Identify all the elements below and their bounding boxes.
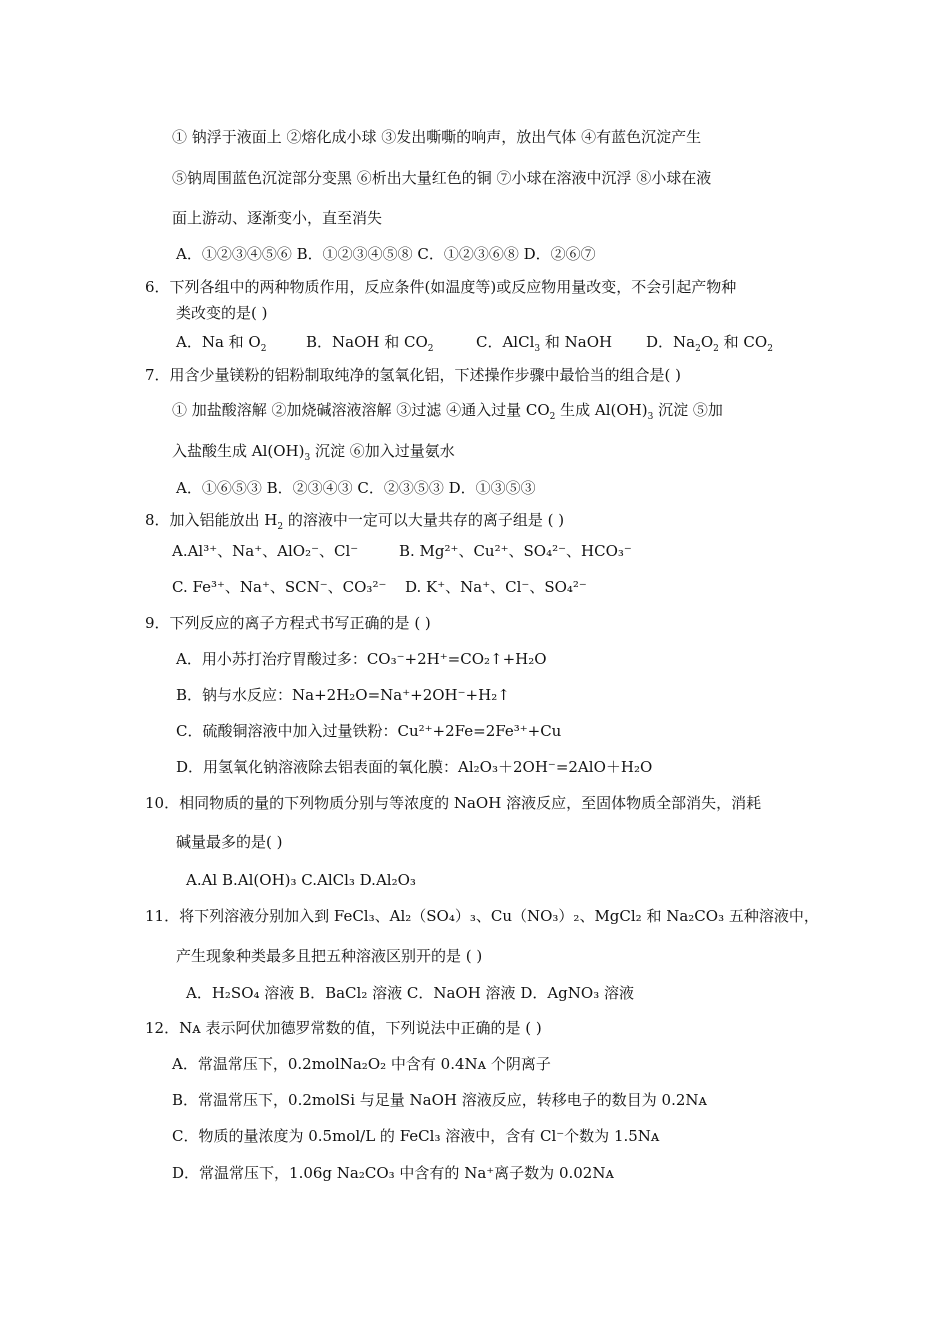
q11-stem-line-2: 产生现象种类最多且把五种溶液区别开的是 ( ) <box>176 947 483 965</box>
q7-steps-line-2: 入盐酸生成 $Al(OH)_3$ 沉淀 ⑥加入过量氨水 <box>172 442 455 463</box>
q6-option-d: D．$Na_2O_2$ 和 $CO_2$ <box>646 333 773 354</box>
q6-option-c: C．AlCl$_3$ 和 NaOH <box>476 333 613 354</box>
q8-stem: 8．加入铝能放出 $H_2$ 的溶液中一定可以大量共存的离子组是 ( ) <box>145 511 565 532</box>
q6-stem-line-1: 6．下列各组中的两种物质作用，反应条件(如温度等)或反应物用量改变，不会引起产物种 <box>145 278 737 296</box>
q9-option-d: D．用氢氧化钠溶液除去铝表面的氧化膜：Al₂O₃＋2OH⁻=2AlO＋H₂O <box>176 758 653 776</box>
q5-observation-line-2: ⑤钠周围蓝色沉淀部分变黑 ⑥析出大量红色的铜 ⑦小球在溶液中沉浮 ⑧小球在液 <box>172 169 712 187</box>
q7-stem: 7．用含少量镁粉的铝粉制取纯净的氢氧化铝，下述操作步骤中最恰当的组合是( ) <box>145 366 682 384</box>
q12-option-c: C．物质的量浓度为 0.5mol/L 的 FeCl₃ 溶液中，含有 Cl⁻个数为 1.5Nᴀ <box>172 1127 660 1145</box>
q10-stem-line-1: 10．相同物质的量的下列物质分别与等浓度的 NaOH 溶液反应，至固体物质全部消失，消耗 <box>145 794 762 812</box>
q12-option-b: B．常温常压下，0.2molSi 与足量 NaOH 溶液反应，转移电子的数目为 0.2Nᴀ <box>172 1091 707 1109</box>
q5-observation-line-1: ① 钠浮于液面上 ②熔化成小球 ③发出嘶嘶的响声，放出气体 ④有蓝色沉淀产生 <box>172 128 702 146</box>
q10-options: A.Al B.Al(OH)₃ C.AlCl₃ D.Al₂O₃ <box>186 871 416 889</box>
q8-option-b: B. Mg²⁺、Cu²⁺、SO₄²⁻、HCO₃⁻ <box>399 542 632 560</box>
q5-options: A．①②③④⑤⑥ B．①②③④⑤⑧ C．①②③⑥⑧ D．②⑥⑦ <box>176 245 596 263</box>
q9-option-a: A．用小苏打治疗胃酸过多：CO₃⁻+2H⁺=CO₂↑+H₂O <box>176 650 547 668</box>
q9-option-b: B．钠与水反应：Na+2H₂O=Na⁺+2OH⁻+H₂↑ <box>176 686 510 704</box>
q8-option-d: D. K⁺、Na⁺、Cl⁻、SO₄²⁻ <box>405 578 587 596</box>
q6-stem-line-2: 类改变的是( ) <box>176 304 268 322</box>
q6-option-a: A．Na 和 $O_2$ <box>176 333 267 354</box>
q5-observation-line-3: 面上游动、逐渐变小，直至消失 <box>172 209 383 227</box>
q11-stem-line-1: 11．将下列溶液分别加入到 FeCl₃、Al₂（SO₄）₃、Cu（NO₃）₂、MgCl₂ 和 Na₂CO₃ 五种溶液中， <box>145 907 819 925</box>
q7-steps-line-1: ① 加盐酸溶解 ②加烧碱溶液溶解 ③过滤 ④通入过量 $CO_2$ 生成 $Al(OH)_3$ 沉淀 ⑤加 <box>172 401 723 422</box>
q9-option-c: C．硫酸铜溶液中加入过量铁粉：Cu²⁺+2Fe=2Fe³⁺+Cu <box>176 722 562 740</box>
q12-stem: 12．Nᴀ 表示阿伏加德罗常数的值，下列说法中正确的是 ( ) <box>145 1019 542 1037</box>
q11-options: A．H₂SO₄ 溶液 B．BaCl₂ 溶液 C．NaOH 溶液 D．AgNO₃ 溶液 <box>186 984 634 1002</box>
q10-stem-line-2: 碱量最多的是( ) <box>176 833 283 851</box>
q12-option-a: A．常温常压下，0.2molNa₂O₂ 中含有 0.4Nᴀ 个阴离子 <box>172 1055 551 1073</box>
q8-option-c: C. Fe³⁺、Na⁺、SCN⁻、CO₃²⁻ <box>172 578 387 596</box>
q6-option-b: B．NaOH 和 $CO_2$ <box>306 333 434 354</box>
q8-option-a: A.Al³⁺、Na⁺、AlO₂⁻、Cl⁻ <box>172 542 359 560</box>
q9-stem: 9．下列反应的离子方程式书写正确的是 ( ) <box>145 614 431 632</box>
q7-options: A．①⑥⑤③ B．②③④③ C．②③⑤③ D．①③⑤③ <box>176 479 536 497</box>
q12-option-d: D．常温常压下，1.06g Na₂CO₃ 中含有的 Na⁺离子数为 0.02Nᴀ <box>172 1164 614 1182</box>
